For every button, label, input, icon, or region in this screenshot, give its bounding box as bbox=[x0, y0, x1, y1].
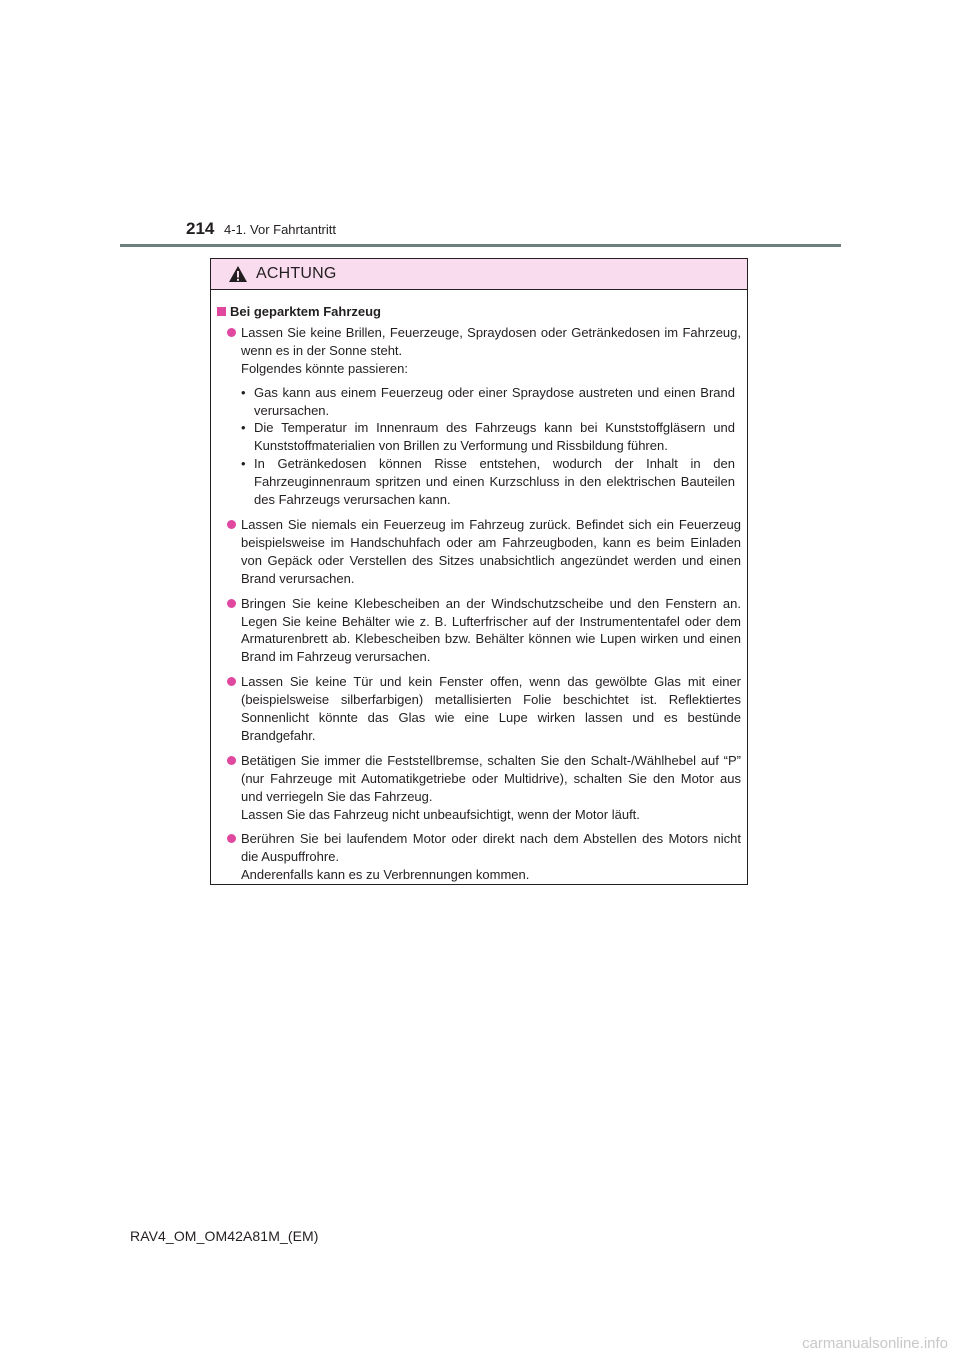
sub-item-text: Die Temperatur im Innenraum des Fahrzeugs kann bei Kunststoffgläsern und Kunststoffmaterialien von Brillen zu Verformung und Rissbildung führen. bbox=[254, 420, 735, 454]
middle-dot-icon: • bbox=[241, 420, 246, 436]
dot-bullet-icon bbox=[227, 677, 236, 686]
list-item bbox=[227, 673, 741, 745]
warning-header bbox=[211, 259, 747, 290]
list-item-text bbox=[241, 516, 741, 588]
subheading bbox=[217, 303, 741, 321]
sub-list-item bbox=[241, 384, 735, 420]
dot-bullet-icon bbox=[227, 756, 236, 765]
square-bullet-icon bbox=[217, 307, 226, 316]
dot-bullet-icon bbox=[227, 328, 236, 337]
item-line: Bringen Sie keine Klebescheiben an der Windschutzscheibe und den Fenstern an. Legen Sie keine Behälter wie z. B. Lufterfrischer auf der Instrumententafel oder dem Armaturenbrett ab. Klebescheiben bzw. Behälter können wie Lupen wirken und einen Brand im Fahrzeug verursachen. bbox=[241, 595, 741, 665]
list-item bbox=[227, 324, 741, 509]
list-item-text bbox=[241, 324, 741, 509]
list-item-text bbox=[241, 752, 741, 824]
list-item-text bbox=[241, 673, 741, 745]
warning-label: ACHTUNG bbox=[256, 265, 337, 282]
list-item bbox=[227, 516, 741, 588]
list-item-text bbox=[241, 595, 741, 667]
item-line: Lassen Sie keine Tür und kein Fenster offen, wenn das gewölbte Glas mit einer (beispielsweise silberfarbigen) metallisierten Folie beschichtet ist. Reflektiertes Sonnenlicht könnte das Glas wie eine Lupe wirken lassen und es bestünde Brandgefahr. bbox=[241, 674, 741, 743]
middle-dot-icon: • bbox=[241, 456, 246, 472]
document-code: RAV4_OM_OM42A81M_(EM) bbox=[130, 1228, 319, 1244]
list-item-text bbox=[241, 830, 741, 884]
warning-box bbox=[210, 258, 748, 885]
page-number: 214 bbox=[186, 219, 215, 238]
middle-dot-icon: • bbox=[241, 384, 246, 400]
sub-list-item bbox=[241, 419, 735, 455]
section-title: 4-1. Vor Fahrtantritt bbox=[224, 222, 336, 237]
header-rule bbox=[120, 244, 841, 247]
item-line: Lassen Sie niemals ein Feuerzeug im Fahrzeug zurück. Befindet sich ein Feuerzeug beispielsweise im Handschuhfach oder am Fahrzeugboden, kann es beim Einladen von Gepäck oder Verstellen des Sitzes unabsichtlich angezündet werden und einen Brand verursachen. bbox=[241, 516, 741, 586]
subheading-text: Bei geparktem Fahrzeug bbox=[230, 304, 381, 319]
watermark: carmanualsonline.info bbox=[802, 1335, 948, 1352]
item-line: Lassen Sie keine Brillen, Feuerzeuge, Spraydosen oder Getränkedosen im Fahrzeug, wenn es in der Sonne steht. bbox=[241, 324, 741, 358]
item-line: Anderenfalls kann es zu Verbrennungen kommen. bbox=[241, 867, 530, 883]
dot-bullet-icon bbox=[227, 834, 236, 843]
sub-item-text: In Getränkedosen können Risse entstehen, wodurch der Inhalt in den Fahrzeuginnenraum spritzen und einen Kurzschluss in den elektrischen Bauteilen des Fahrzeugs verursachen kann. bbox=[254, 456, 735, 508]
sub-item-text: Gas kann aus einem Feuerzeug oder einer Spraydose austreten und einen Brand verursachen. bbox=[254, 384, 735, 418]
sub-list-item bbox=[241, 455, 735, 509]
list-item bbox=[227, 595, 741, 667]
sub-list bbox=[241, 384, 735, 509]
list-item bbox=[227, 752, 741, 824]
list-item bbox=[227, 830, 741, 884]
dot-bullet-icon bbox=[227, 520, 236, 529]
item-line: Berühren Sie bei laufendem Motor oder direkt nach dem Abstellen des Motors nicht die Auspuffrohre. bbox=[241, 831, 741, 865]
warning-body bbox=[211, 290, 747, 884]
item-line: Lassen Sie das Fahrzeug nicht unbeaufsichtigt, wenn der Motor läuft. bbox=[241, 806, 640, 822]
warning-triangle-icon bbox=[228, 265, 248, 283]
item-line: Folgendes könnte passieren: bbox=[241, 360, 408, 376]
dot-bullet-icon bbox=[227, 599, 236, 608]
item-line: Betätigen Sie immer die Feststellbremse, schalten Sie den Schalt-/Wählhebel auf “P” (nur Fahrzeuge mit Automatikgetriebe oder Multidrive), schalten Sie den Motor aus und verriegeln Sie das Fahrzeug. bbox=[241, 752, 741, 804]
